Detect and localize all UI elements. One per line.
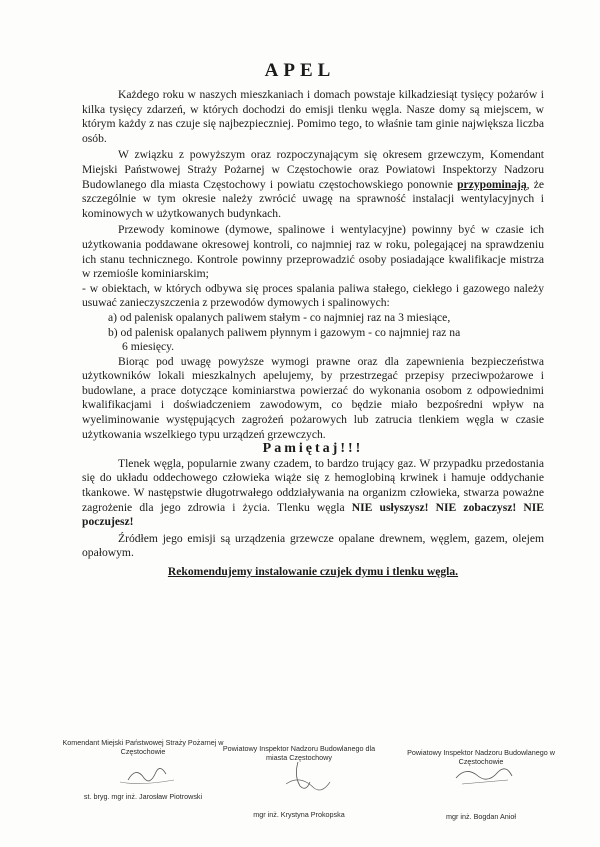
handwritten-signature-icon — [58, 752, 228, 792]
paragraph-chimney-inspection: Przewody kominowe (dymowe, spalinowe i wentylacyjne) powinny być w czasie ich użytkowania poddawane okresowej kontroli, co najmniej raz w roku, polegającej na sprawdzeniu ich stanu technicznego. Kontrole powinny przeprowadzić osoby posiadające kwalifikacje mistrza w rzemiośle kominiarskim; — [82, 223, 544, 281]
signature-block-fire-commander — [58, 738, 228, 801]
list-item-solid-fuel: a) od palenisk opalanych paliwem stałym - co najmniej raz na 3 miesiące, — [108, 310, 451, 324]
co-warning-hear: NIE usłyszysz! — [351, 500, 429, 514]
recommendation-line: Rekomendujemy instalowanie czujek dymu i tlenku węgla. — [167, 565, 459, 578]
paragraph-appeal: Biorąc pod uwagę powyższe wymogi prawne oraz dla zapewnienia bezpieczeństwa użytkowników lokali mieszkalnych apelujemy, by przestrzegać przepisy przeciwpożarowe i budowlane, a prace dotyczące kominiarstwa powierzać do wykonania osobom z odpowiednimi kwalifikacjami i doświadczeniem zawodowym, co będzie miało bezpośredni wpływ na wyeliminowanie występujących zagrożeń pożarowych lub zatrucia tlenkiem węgla w czasie użytkowania wszelkiego typu urządzeń grzewczych. — [82, 354, 544, 441]
handwritten-signature-icon — [214, 758, 384, 798]
signature-name: st. bryg. mgr inż. Jarosław Piotrowski — [83, 792, 203, 801]
list-item-liquid-gas-fuel: b) od palenisk opalanych paliwem płynnym i gazowym - co najmniej raz na — [108, 325, 461, 339]
document-title: APEL — [264, 60, 336, 81]
signature-role: Powiatowy Inspektor Nadzoru Budowlanego w Częstochowie — [407, 748, 555, 766]
co-text: Tlenek węgla, popularnie zwany czadem, to bardzo trujący gaz. W przypadku przedostania się do układu oddechowego człowieka wiąże się z hemoglobiną krwinek i hamuje oddychanie tkankowe. W następstwie długotrwałego oddziaływania na organizm człowieka, stwarza poważne zagrożenie dla jego zdrowia i życia. Tlenku węgla — [82, 456, 544, 514]
signature-block-city-inspector — [214, 744, 384, 819]
remember-heading: Pamiętaj!!! — [262, 441, 364, 457]
paragraph-carbon-monoxide — [82, 457, 544, 530]
signature-name: mgr inż. Krystyna Prokopska — [253, 810, 345, 819]
handwritten-signature-icon — [396, 762, 566, 802]
reminder-highlight: przypominają — [457, 177, 527, 191]
reminder-text-after: , że szczególnie w tym okresie należy zwrócić uwagę na sprawność instalacji wentylacyjnych i kominowych w użytkowanych budynkach. — [82, 177, 545, 220]
paragraph-intro: Każdego roku w naszych mieszkaniach i domach powstaje kilkadziesiąt tysięcy pożarów i kilka tysięcy zdarzeń, w których dochodzi do emisji tlenku węgla. Nasze domy są miejscem, w którym każdy z nas czuje się najbezpieczniej. Pomimo tego, to właśnie tam ginie największa liczba osób. — [82, 88, 544, 145]
signature-role: Komendant Miejski Państwowej Straży Pożarnej w Częstochowie — [62, 738, 224, 756]
co-warning-see: NIE zobaczysz! — [435, 500, 517, 514]
paragraph-cleaning-requirement: - w obiektach, w których odbywa się proces spalania paliwa stałego, ciekłego i gazowego należy usuwać zanieczyszczenia z przewodów dymowych i spalinowych: — [82, 281, 544, 310]
reminder-text-before: W związku z powyższym oraz rozpoczynającym się okresem grzewczym, Komendant Miejski Państwowej Straży Pożarnej w Częstochowie oraz Powiatowi Inspektorzy Nadzoru Budowlanego dla miasta Częstochowy i powiatu częstochowskiego ponownie — [82, 148, 544, 191]
co-warning-smell: NIE poczujesz! — [82, 500, 545, 529]
paragraph-emission-source: Źródłem jego emisji są urządzenia grzewcze opalane drewnem, węglem, gazem, olejem opałowym. — [82, 531, 544, 560]
paragraph-reminder — [82, 148, 544, 221]
list-item-liquid-gas-fuel-cont: 6 miesięcy. — [122, 340, 175, 354]
document-body — [82, 88, 544, 580]
signature-name: mgr inż. Bogdan Anioł — [446, 812, 516, 821]
signature-role: Powiatowy Inspektor Nadzoru Budowlanego dla miasta Częstochowy — [222, 744, 376, 762]
signature-block-county-inspector — [396, 748, 566, 821]
